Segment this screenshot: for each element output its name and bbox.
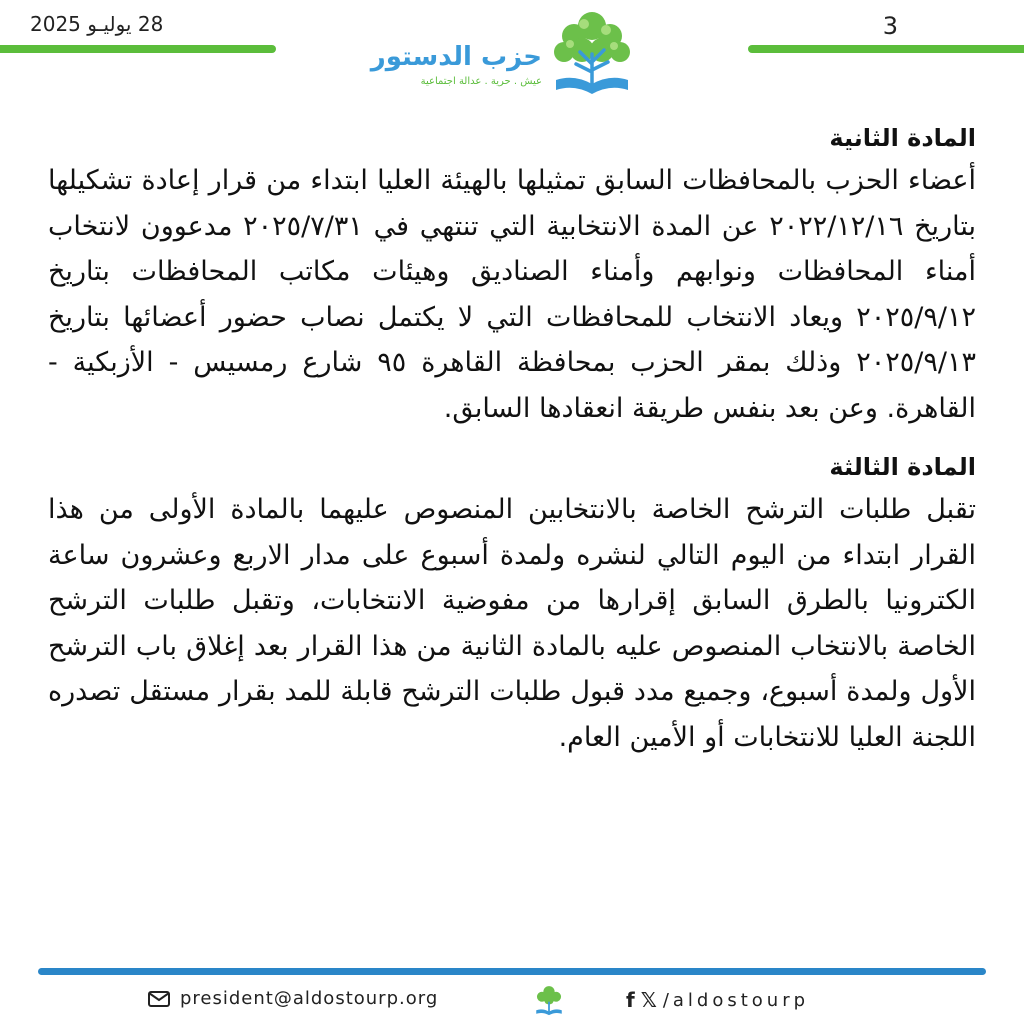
footer-divider <box>38 968 986 975</box>
email-text[interactable]: president@aldostourp.org <box>180 988 439 1009</box>
footer-social[interactable] <box>626 988 809 1012</box>
x-icon[interactable]: 𝕏 <box>640 988 657 1012</box>
envelope-icon <box>148 991 170 1007</box>
logo-title: حزب الدستور <box>370 42 542 72</box>
facebook-icon[interactable]: f <box>626 988 635 1012</box>
header-divider-right <box>748 45 1024 53</box>
header-divider-left <box>0 45 276 53</box>
document-body <box>48 118 976 760</box>
logo-tagline: عيش . حرية . عدالة اجتماعية <box>420 76 542 87</box>
article-3-title: المادة الثالثة <box>829 453 976 481</box>
social-handle[interactable]: /aldostourp <box>662 989 810 1011</box>
article-3-body: تقبل طلبات الترشح الخاصة بالانتخابين المنصوص عليهما بالمادة الأولى من هذا القرار ابتداء من اليوم التالي لنشره ولمدة أسبوع على مدار الاربع وعشرون ساعة الكترونيا بالطرق السابق إقرارها من مفوضية الانتخابات، وتقبل طلبات الترشح الخاصة بالانتخاب المنصوص عليه بالمادة الثانية من هذا القرار بعد إغلاق باب الترشح الأول ولمدة أسبوع، وجميع مدد قبول طلبات الترشح قابلة للمد بقرار مستقل تصدره اللجنة العليا للانتخابات أو الأمين العام. <box>48 494 976 753</box>
page-number: 3 <box>882 12 898 40</box>
page-header <box>0 0 1024 110</box>
page-footer <box>0 982 1024 1022</box>
document-date: 28 يوليـو 2025 <box>30 12 164 36</box>
article-2-body: أعضاء الحزب بالمحافظات السابق تمثيلها بالهيئة العليا ابتداء من قرار إعادة تشكيلها بتاريخ ٢٠٢٢/١٢/١٦ عن المدة الانتخابية التي تنتهي في ٢٠٢٥/٧/٣١ مدعوون لانتخاب أمناء المحافظات ونوابهم وأمناء الصناديق وهيئات مكاتب المحافظات بتاريخ ٢٠٢٥/٩/١٢ ويعاد الانتخاب للمحافظات التي لا يكتمل نصاب حضور أعضائها بتاريخ ٢٠٢٥/٩/١٣ وذلك بمقر الحزب بمحافظة القاهرة ٩٥ شارع رمسيس - الأزبكية - القاهرة. وعن بعد بنفس طريقة انعقادها السابق. <box>48 165 977 424</box>
footer-email[interactable] <box>148 988 438 1009</box>
tree-book-icon <box>532 984 566 1018</box>
article-2-title: المادة الثانية <box>829 124 976 152</box>
party-logo <box>370 6 636 102</box>
tree-book-icon <box>548 6 636 102</box>
